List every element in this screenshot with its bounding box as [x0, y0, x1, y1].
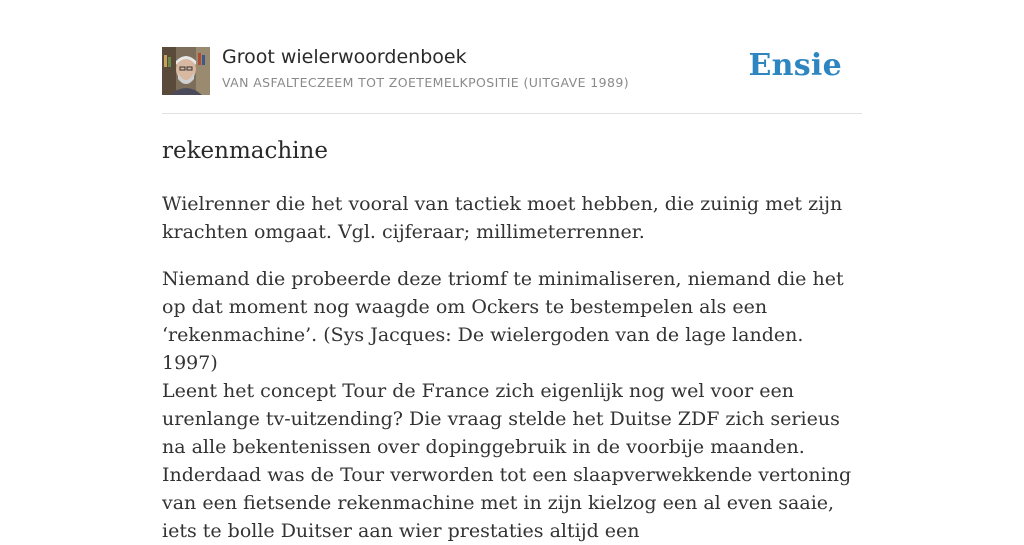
- dictionary-subtitle: VAN ASFALTECZEEM TOT ZOETEMELKPOSITIE (UITGAVE 1989): [222, 75, 629, 90]
- author-avatar: [162, 47, 210, 95]
- entry-term: rekenmachine: [162, 138, 328, 164]
- dictionary-header: [162, 46, 862, 96]
- entry-quote-2: Leent het concept Tour de France zich eigenlijk nog wel voor een urenlange tv-uitzending? Die vraag stelde het Duitse ZDF zich serieus na alle bekentenissen over dopinggebruik in de voorbije maanden. Inderdaad was de Tour verworden tot een slaapverwekkende vertoning van een fietsende rekenmachine met in zijn kielzog een al even saaie, iets te bolle Duitser aan wier prestaties altijd een: [162, 380, 852, 542]
- header-divider: [162, 113, 862, 114]
- ensie-logo[interactable]: Ensie: [748, 48, 842, 83]
- dictionary-title[interactable]: Groot wielerwoordenboek: [222, 46, 467, 68]
- entry-quote-1: Niemand die probeerde deze triomf te minimaliseren, niemand die het op dat moment nog waagde om Ockers te bestempelen als een ‘rekenmachine’. (Sys Jacques: De wielergoden van de lage landen. 1997): [162, 268, 844, 374]
- entry-definition: Wielrenner die het vooral van tactiek moet hebben, die zuinig met zijn krachten omgaat. Vgl. cijferaar; millimeterrenner.: [162, 193, 843, 243]
